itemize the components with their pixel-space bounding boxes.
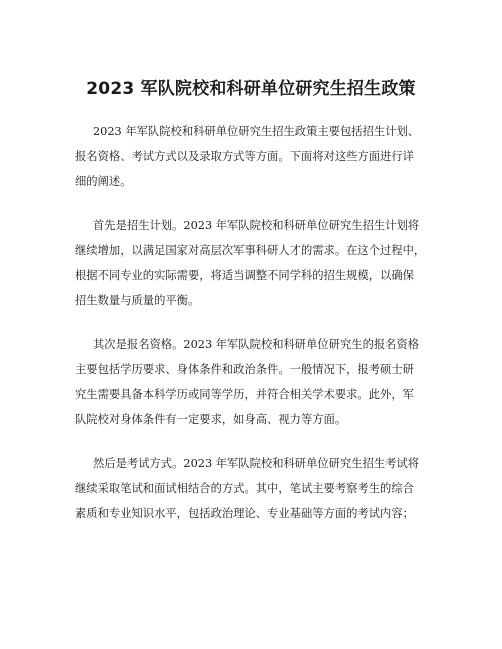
paragraph-line: 然后是考试方式。2023 年军队院校和科研单位研究生招生考试将	[93, 457, 420, 470]
paragraph-line: 报名资格、考试方式以及录取方式等方面。下面将对这些方面进行详	[75, 150, 414, 163]
paragraph-line: 继续增加，以满足国家对高层次军事科研人才的需求。在这个过程中，	[75, 244, 426, 257]
paragraph-line: 其次是报名资格。2023 年军队院校和科研单位研究生的报名资格	[93, 338, 420, 351]
document-title: 2023 军队院校和科研单位研究生招生政策	[86, 79, 416, 99]
paragraph-line: 继续采取笔试和面试相结合的方式。其中，笔试主要考察考生的综合	[75, 482, 414, 495]
paragraph-line: 根据不同专业的实际需要，将适当调整不同学科的招生规模，以确保	[75, 269, 414, 282]
paragraph-line: 究生需要具备本科学历或同等学历，并符合相关学术要求。此外，军	[75, 388, 414, 401]
paragraph-line: 首先是招生计划。2023 年军队院校和科研单位研究生招生计划将	[93, 219, 420, 232]
paragraph-line: 素质和专业知识水平，包括政治理论、专业基础等方面的考试内容；	[75, 507, 414, 520]
paragraph-line: 招生数量与质量的平衡。	[75, 294, 200, 307]
paragraph-line: 主要包括学历要求、身体条件和政治条件。一般情况下，报考硕士研	[75, 363, 414, 376]
paragraph-line: 细的阐述。	[75, 175, 132, 188]
paragraph-line: 队院校对身体条件有一定要求，如身高、视力等方面。	[75, 413, 347, 426]
paragraph-line: 2023 年军队院校和科研单位研究生招生政策主要包括招生计划、	[93, 125, 420, 138]
